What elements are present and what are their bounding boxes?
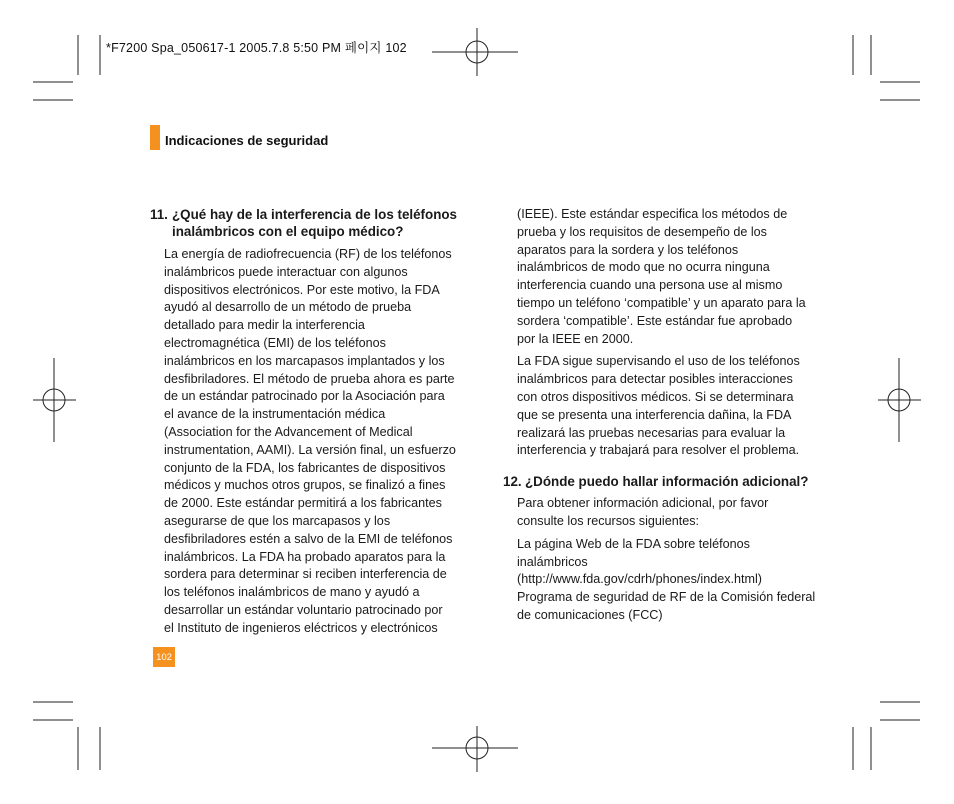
question-number: 11. <box>150 207 168 222</box>
question-11-followup: La FDA sigue supervisando el uso de los teléfonos inalámbricos para detectar posibles interacciones con otros dispositivos médicos. Si se determinara que se presenta una interferencia dañina, la FDA realizará las pruebas necesarias para evaluar la interferencia y trabajará para resolver el problema. <box>517 354 800 458</box>
print-slug: *F7200 Spa_050617-1 2005.7.8 5:50 PM 페이지 102 <box>106 41 407 55</box>
question-heading-line: ¿Qué hay de la interferencia de los teléfonos <box>172 207 458 222</box>
question-number: 12. <box>503 474 522 490</box>
question-12-resources: La página Web de la FDA sobre teléfonos inalámbricos (http://www.fda.gov/cdrh/phones/index.html) Programa de seguridad de RF de la Comisión federal de comunicaciones (FCC) <box>517 536 816 622</box>
right-column <box>503 206 823 625</box>
question-11-heading <box>150 206 470 240</box>
registration-target-left <box>33 358 76 442</box>
section-marker <box>150 125 160 150</box>
question-12-intro: Para obtener información adicional, por favor consulte los recursos siguientes: <box>517 496 769 528</box>
question-11-continued: (IEEE). Este estándar especifica los métodos de prueba y los requisitos de desempeño de los aparatos para la sordera y los teléfonos inalámbricos de modo que no ocurra ninguna interferencia cuando una persona use al mismo tiempo un teléfono ‘compatible’ y un aparato para la sordera ‘compatible’. Este estándar fue aprobado por la IEEE en 2000. <box>517 207 806 346</box>
registration-target-bottom <box>432 726 518 772</box>
question-heading-line: ¿Dónde puedo hallar información adicional? <box>525 474 809 490</box>
question-11-body: La energía de radiofrecuencia (RF) de los teléfonos inalámbricos puede interactuar con algunos dispositivos electrónicos. Por este motivo, la FDA ayudó al desarrollo de un método de prueba detallado para medir la interferencia electromagnética (EMI) de los teléfonos inalámbricos en los marcapasos implantados y los desfibriladores. El método de prueba ahora es parte de un estándar patrocinado por la Asociación para el avance de la instrumentación médica (Association for the Advancement of Medical instrumentation, AAMI). La versión final, un esfuerzo conjunto de la FDA, los fabricantes de dispositivos médicos y muchos otros grupos, se finalizó a fines de 2000. Este estándar permitirá a los fabricantes asegurarse de que los marcapasos y los desfibriladores estén a salvo de la EMI de teléfonos inalámbricos. La FDA ha probado aparatos para la sordera para determinar si reciben interferencia de los teléfonos inalámbricos de mano y ayudó a desarrollar un estándar voluntario patrocinado por el Instituto de ingenieros eléctricos y electrónicos <box>164 247 456 635</box>
registration-target-right <box>878 358 921 442</box>
section-title: Indicaciones de seguridad <box>165 133 329 148</box>
question-heading-line: inalámbricos con el equipo médico? <box>172 224 404 239</box>
left-column <box>150 206 470 638</box>
question-12-heading <box>503 473 823 490</box>
page-number-badge: 102 <box>153 647 175 667</box>
registration-target-top <box>432 28 518 76</box>
